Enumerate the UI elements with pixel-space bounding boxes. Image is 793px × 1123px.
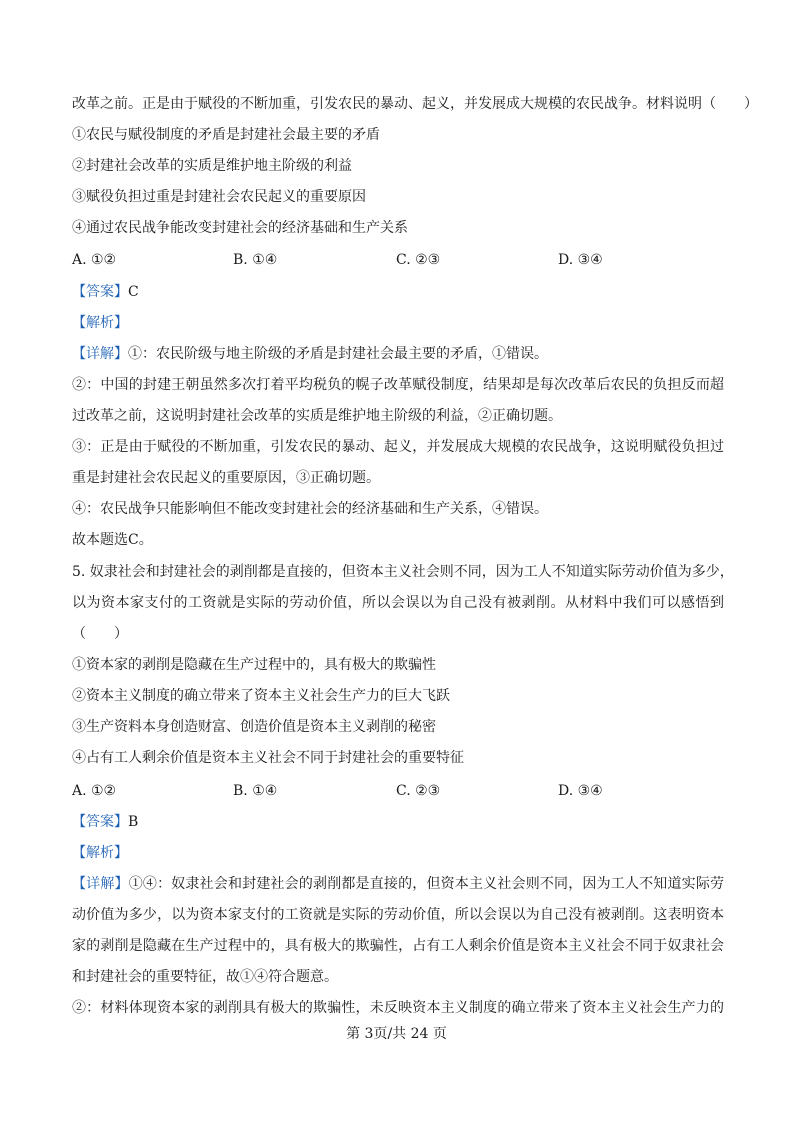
q4-detail-1: 【详解】①：农民阶级与地主阶级的矛盾是封建社会最主要的矛盾，①错误。 <box>72 346 548 362</box>
q4-option-c: C. ②③ <box>396 252 441 268</box>
q5-analysis-tag: 【解析】 <box>72 845 128 861</box>
q4-detail-2: ②：中国的封建王朝虽然多次打着平均税负的幌子改革赋役制度，结果却是每次改革后农民的负担反而超 <box>72 377 724 393</box>
q5-detail-4: 和封建社会的重要特征，故①④符合题意。 <box>72 969 338 985</box>
q4-conclusion: 故本题选C。 <box>72 532 153 548</box>
q5-detail-1: 【详解】①④：奴隶社会和封建社会的剥削都是直接的，但资本主义社会则不同，因为工人不知道实际劳 <box>72 876 725 892</box>
q4-item-2: ②封建社会改革的实质是维护地主阶级的利益 <box>72 158 352 174</box>
q4-detail-6: ④：农民战争只能影响但不能改变封建社会的经济基础和生产关系，④错误。 <box>72 501 548 517</box>
q5-option-b: B. ①④ <box>233 783 278 799</box>
q5-item-3: ③生产资料本身创造财富、创造价值是资本主义剥削的秘密 <box>72 719 436 735</box>
q4-detail-5: 重是封建社会农民起义的重要原因，③正确切题。 <box>72 470 380 486</box>
q5-detail-5: ②：材料体现资本家的剥削具有极大的欺骗性，未反映资本主义制度的确立带来了资本主义社会生产力的 <box>72 1000 724 1016</box>
q4-answer-tag: 【答案】 <box>72 284 128 300</box>
q4-option-a: A. ①② <box>72 252 117 268</box>
q4-option-d: D. ③④ <box>558 252 603 268</box>
q4-item-3: ③赋役负担过重是封建社会农民起义的重要原因 <box>72 189 366 205</box>
q5-detail-tag: 【详解】 <box>72 876 129 892</box>
q5-answer-tag: 【答案】 <box>72 814 128 830</box>
q5-stem-1: 5. 奴隶社会和封建社会的剥削都是直接的，但资本主义社会则不同，因为工人不知道实际劳动价值为多少， <box>72 564 734 580</box>
q5-detail-2: 动价值为多少，以为资本家支付的工资就是实际的劳动价值，所以会误以为自己没有被剥削。这表明资本 <box>72 907 724 923</box>
q4-analysis-tag: 【解析】 <box>72 315 128 331</box>
q4-item-1: ①农民与赋役制度的矛盾是封建社会最主要的矛盾 <box>72 127 380 143</box>
q4-detail-4: ③：正是由于赋役的不断加重，引发农民的暴动、起义，并发展成大规模的农民战争，这说明赋役负担过 <box>72 439 724 455</box>
q5-option-a: A. ①② <box>72 783 117 799</box>
q4-answer-row <box>72 282 139 302</box>
q5-detail-3: 家的剥削是隐藏在生产过程中的，具有极大的欺骗性，占有工人剩余价值是资本主义社会不同于奴隶社会 <box>72 938 724 954</box>
q4-detail-tag: 【详解】 <box>72 346 128 362</box>
page-footer: 第 3页/共 24 页 <box>346 1026 447 1042</box>
q4-stem-tail: 改革之前。正是由于赋役的不断加重，引发农民的暴动、起义，并发展成大规模的农民战争。材料说明（ ） <box>72 96 758 112</box>
q5-answer-value: B <box>128 814 139 830</box>
q4-detail-3: 过改革之前，这说明封建社会改革的实质是维护地主阶级的利益，②正确切题。 <box>72 408 562 424</box>
q5-item-2: ②资本主义制度的确立带来了资本主义社会生产力的巨大飞跃 <box>72 688 450 704</box>
q5-stem-3: （ ） <box>72 626 128 642</box>
q4-option-b: B. ①④ <box>233 252 278 268</box>
q4-item-4: ④通过农民战争能改变封建社会的经济基础和生产关系 <box>72 220 408 236</box>
q5-stem-2: 以为资本家支付的工资就是实际的劳动价值，所以会误以为自己没有被剥削。从材料中我们可以感悟到 <box>72 595 724 611</box>
q5-answer-row <box>72 812 138 832</box>
q4-answer-value: C <box>128 284 139 300</box>
q5-option-d: D. ③④ <box>558 783 603 799</box>
q5-item-1: ①资本家的剥削是隐藏在生产过程中的，具有极大的欺骗性 <box>72 657 436 673</box>
q5-option-c: C. ②③ <box>396 783 441 799</box>
q5-item-4: ④占有工人剩余价值是资本主义社会不同于封建社会的重要特征 <box>72 750 464 766</box>
